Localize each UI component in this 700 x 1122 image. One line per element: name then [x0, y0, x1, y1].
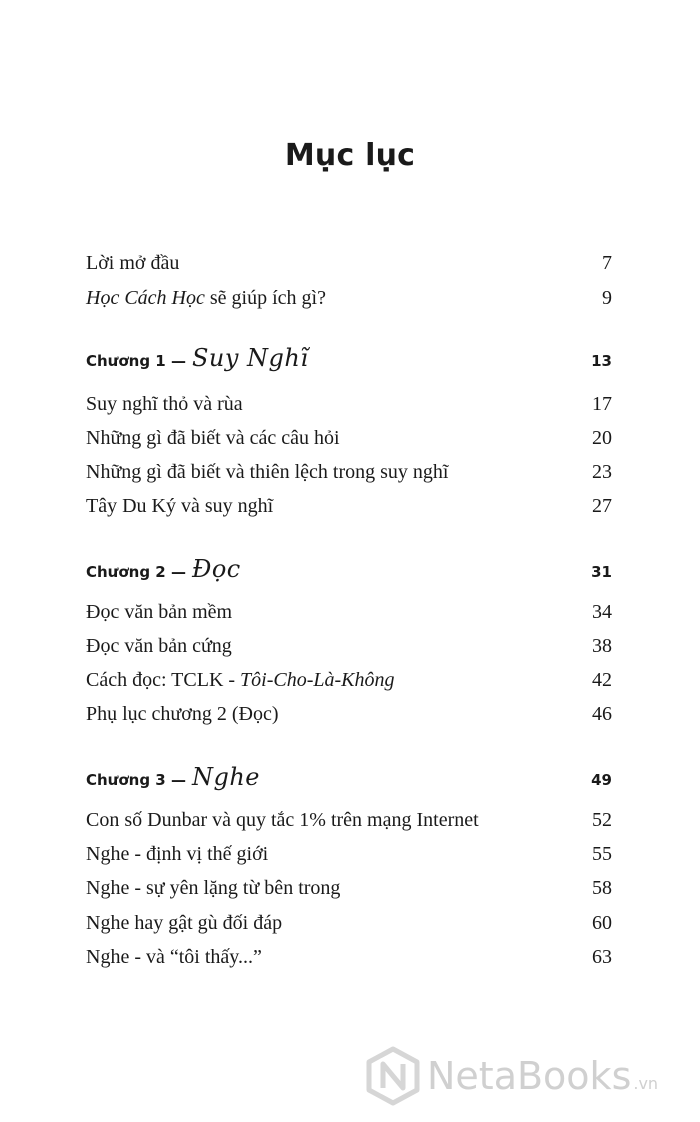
- toc-entry-page: 42: [592, 669, 612, 691]
- chapter-page: 13: [591, 352, 612, 370]
- chapter-lead: Chương 1 —: [86, 352, 186, 370]
- toc-entry-title: Nghe - sự yên lặng từ bên trong: [86, 877, 341, 899]
- entry-text-italic: Học Cách Học: [86, 287, 205, 309]
- chapter-page: 49: [591, 771, 612, 789]
- toc-entry: [86, 461, 612, 491]
- watermark-brand: NetaBooks: [427, 1054, 632, 1098]
- toc-entry: [86, 495, 612, 525]
- entry-text: Cách đọc: TCLK -: [86, 669, 241, 691]
- toc-entry-title: Suy nghĩ thỏ và rùa: [86, 393, 243, 415]
- toc-entry: [86, 393, 612, 423]
- toc-entry: [86, 252, 612, 282]
- toc-entry-title: Nghe hay gật gù đối đáp: [86, 912, 283, 934]
- toc-entry: [86, 287, 612, 317]
- toc-entry: [86, 912, 612, 942]
- toc-entry-title: Con số Dunbar và quy tắc 1% trên mạng Internet: [86, 809, 479, 831]
- toc-entry: [86, 703, 612, 733]
- toc-entry-page: 60: [592, 912, 612, 934]
- chapter-name: Suy Nghĩ: [191, 344, 309, 372]
- chapter-name: Đọc: [191, 555, 241, 583]
- chapter-lead: Chương 2 —: [86, 563, 186, 581]
- toc-entry: [86, 669, 612, 699]
- toc-entry: [86, 809, 612, 839]
- toc-entry: [86, 427, 612, 457]
- toc-entry-title: Nghe - và “tôi thấy...”: [86, 946, 262, 968]
- toc-entry-title: Đọc văn bản cứng: [86, 635, 232, 657]
- toc-entry-page: 38: [592, 635, 612, 657]
- toc-entry-title: Tây Du Ký và suy nghĩ: [86, 495, 274, 517]
- watermark: [365, 1046, 685, 1106]
- chapter-name: Nghe: [191, 763, 260, 791]
- toc-entry-title: [86, 252, 179, 275]
- toc-entry: [86, 843, 612, 873]
- entry-text: Lời mở đầu: [86, 252, 180, 274]
- toc-entry: [86, 635, 612, 665]
- toc-entry-page: 63: [592, 946, 612, 968]
- watermark-suffix: .vn: [633, 1073, 659, 1093]
- toc-entry-page: 20: [592, 427, 612, 449]
- chapter-heading: [86, 763, 612, 797]
- chapter-heading: [86, 555, 612, 589]
- toc-entry: [86, 946, 612, 976]
- toc-entry-title: Nghe - định vị thế giới: [86, 843, 269, 865]
- toc-entry-page: 55: [592, 843, 612, 865]
- toc-entry-title: [86, 669, 395, 692]
- toc-entry-page: 9: [602, 287, 612, 309]
- toc-entry-title: Phụ lục chương 2 (Đọc): [86, 703, 279, 725]
- entry-text-italic: Tôi-Cho-Là-Không: [240, 669, 395, 691]
- toc-entry-page: 17: [592, 393, 612, 415]
- toc-entry: [86, 877, 612, 907]
- toc-entry-title: Đọc văn bản mềm: [86, 601, 233, 623]
- chapter-heading: [86, 344, 612, 378]
- toc-entry-page: 7: [602, 252, 612, 274]
- chapter-lead: Chương 3 —: [86, 771, 186, 789]
- toc-entry-page: 52: [592, 809, 612, 831]
- toc-entry-title: [86, 287, 326, 310]
- toc-entry-page: 34: [592, 601, 612, 623]
- page-title: Mục lục: [284, 138, 416, 173]
- toc-entry-title: Những gì đã biết và thiên lệch trong suy nghĩ: [86, 461, 449, 483]
- entry-text: sẽ giúp ích gì?: [204, 287, 326, 309]
- neta-logo-icon: [365, 1046, 421, 1106]
- toc-entry-page: 23: [592, 461, 612, 483]
- toc-entry-page: 58: [592, 877, 612, 899]
- toc-entry-page: 46: [592, 703, 612, 725]
- toc-entry-page: 27: [592, 495, 612, 517]
- toc-entry-title: Những gì đã biết và các câu hỏi: [86, 427, 340, 449]
- toc-entry: [86, 601, 612, 631]
- chapter-page: 31: [591, 563, 612, 581]
